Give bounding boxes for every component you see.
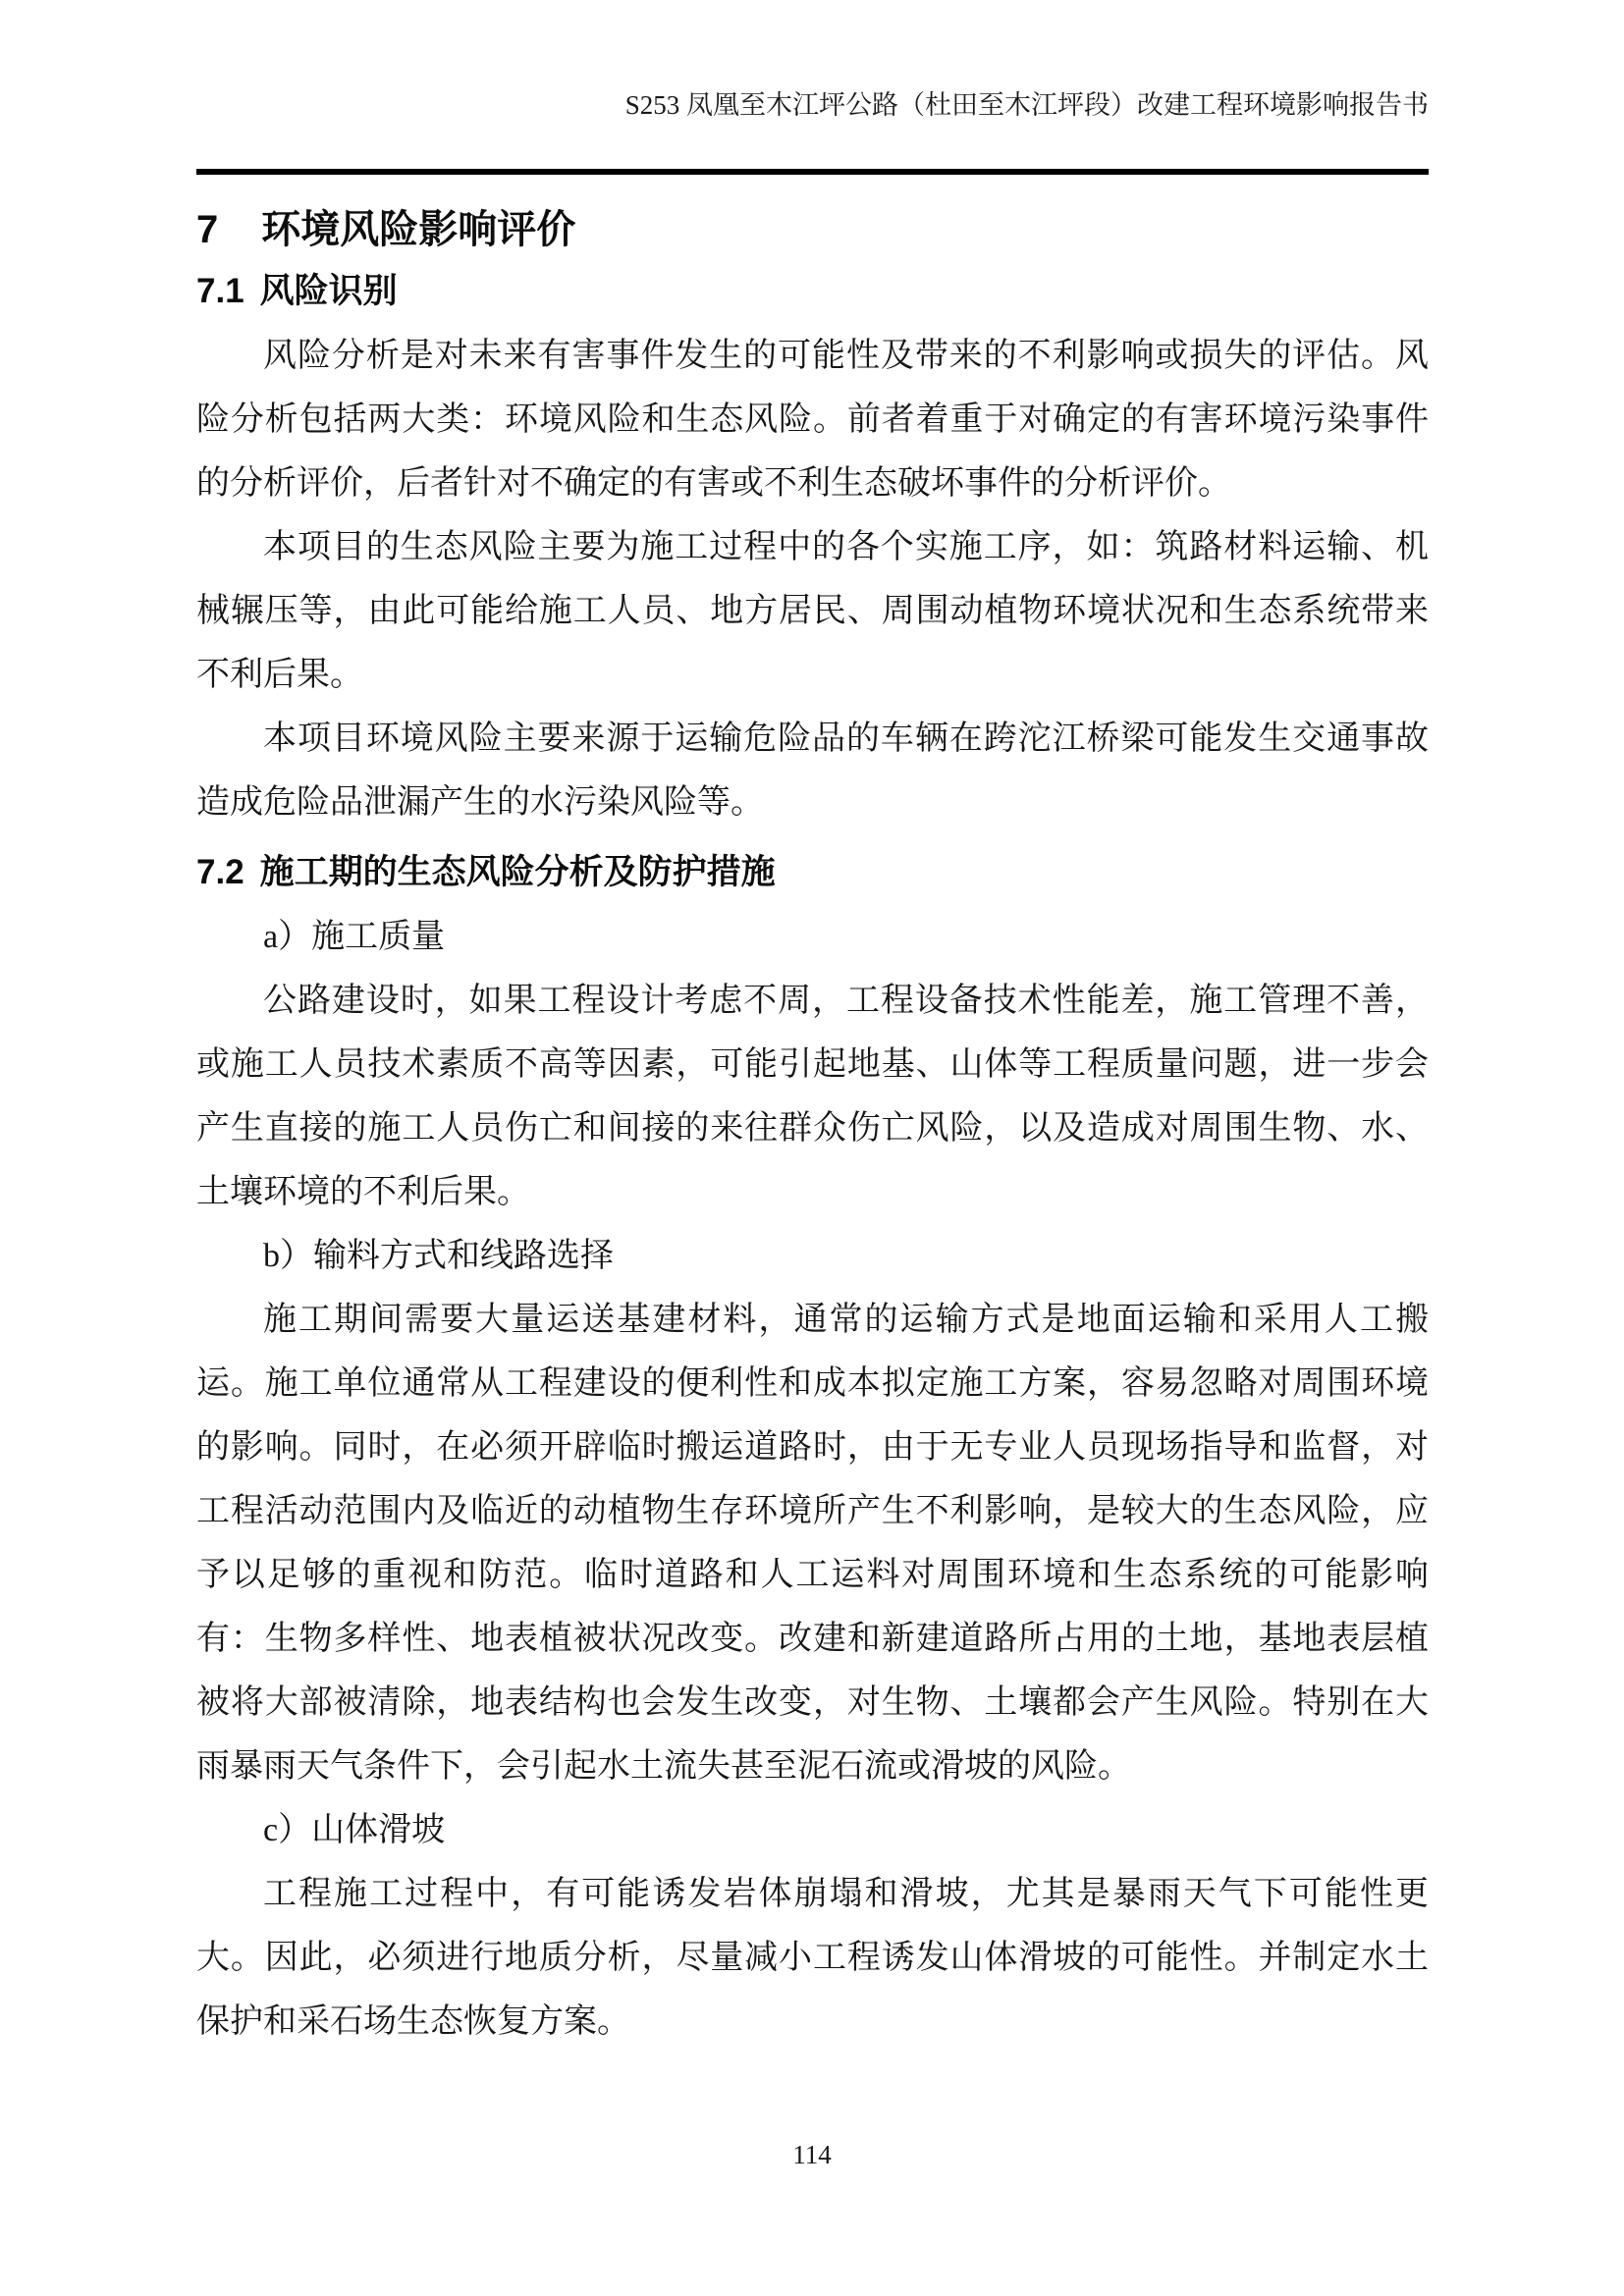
chapter-number: 7 <box>196 208 219 251</box>
section-7-2-title: 施工期的生态风险分析及防护措施 <box>259 853 776 891</box>
page-number: 114 <box>792 2140 832 2169</box>
paragraph-eco-risk: 本项目的生态风险主要为施工过程中的各个实施工序，如：筑路材料运输、机械辗压等，由此可能给施工人员、地方居民、周围动植物环境状况和生态系统带来不利后果。 <box>196 529 1429 693</box>
section-7-1-title: 风险识别 <box>259 272 398 310</box>
section-7-2-heading <box>196 852 1429 893</box>
item-c-label: c）山体滑坡 <box>263 1812 446 1848</box>
paragraph-risk-analysis: 风险分析是对未来有害事件发生的可能性及带来的不利影响或损失的评估。风险分析包括两大类：环境风险和生态风险。前者着重于对确定的有害环境污染事件的分析评价，后者针对不确定的有害或不利生态破坏事件的分析评价。 <box>196 338 1429 502</box>
section-7-1-heading <box>196 271 1429 312</box>
document-content <box>196 192 1429 2054</box>
section-7-2-number: 7.2 <box>196 853 244 891</box>
item-a-label: a）施工质量 <box>263 919 446 955</box>
chapter-title: 环境风险影响评价 <box>261 208 576 251</box>
header-rule <box>196 169 1429 175</box>
item-b-label: b）输料方式和线路选择 <box>263 1238 614 1274</box>
running-header: S253 凤凰至木江坪公路（杜田至木江坪段）改建工程环境影响报告书 <box>624 90 1429 120</box>
section-7-1-number: 7.1 <box>196 272 244 310</box>
item-c-paragraph: 工程施工过程中，有可能诱发岩体崩塌和滑坡，尤其是暴雨天气下可能性更大。因此，必须进行地质分析，尽量减小工程诱发山体滑坡的可能性。并制定水土保护和采石场生态恢复方案。 <box>196 1876 1429 2040</box>
item-a-paragraph: 公路建设时，如果工程设计考虑不周，工程设备技术性能差，施工管理不善，或施工人员技术素质不高等因素，可能引起地基、山体等工程质量问题，进一步会产生直接的施工人员伤亡和间接的来往群众伤亡风险，以及造成对周围生物、水、土壤环境的不利后果。 <box>196 983 1429 1210</box>
chapter-heading <box>196 206 1429 253</box>
item-b-paragraph: 施工期间需要大量运送基建材料，通常的运输方式是地面运输和采用人工搬运。施工单位通常从工程建设的便利性和成本拟定施工方案，容易忽略对周围环境的影响。同时，在必须开辟临时搬运道路时，由于无专业人员现场指导和监督，对工程活动范围内及临近的动植物生存环境所产生不利影响，是较大的生态风险，应予以足够的重视和防范。临时道路和人工运料对周围环境和生态系统的可能影响有：生物多样性、地表植被状况改变。改建和新建道路所占用的土地，基地表层植被将大部被清除，地表结构也会发生改变，对生物、土壤都会产生风险。特别在大雨暴雨天气条件下，会引起水土流失甚至泥石流或滑坡的风险。 <box>196 1302 1429 1785</box>
paragraph-env-risk: 本项目环境风险主要来源于运输危险品的车辆在跨沱江桥梁可能发生交通事故造成危险品泄漏产生的水污染风险等。 <box>196 721 1429 821</box>
